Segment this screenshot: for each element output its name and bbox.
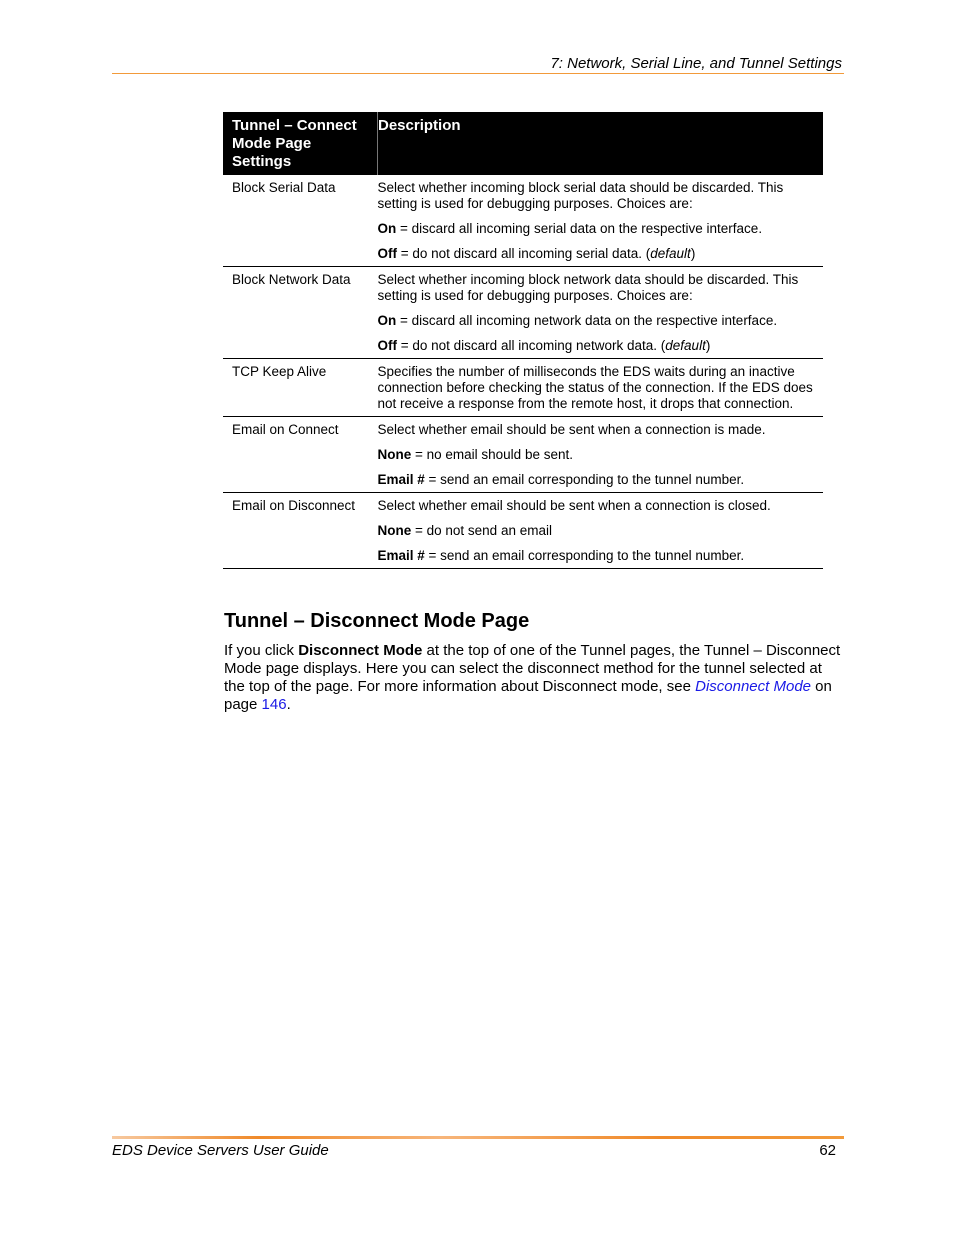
description-intro: Select whether incoming block serial data should be discarded. This setting is used for debugging purposes. Choices are: xyxy=(377,180,784,211)
table-row xyxy=(223,359,823,417)
option-term: Email # xyxy=(377,548,425,563)
setting-description xyxy=(378,417,824,493)
setting-name: TCP Keep Alive xyxy=(223,359,378,417)
paragraph-text: at the top of one of the Tunnel pages, the Tunnel – Disconnect Mode page displays. Here you can select the disconnect method for the tunnel selected at the top of the page. For more information about Disconnect mode, see xyxy=(224,642,841,695)
table-row xyxy=(223,175,823,267)
description-intro: Select whether email should be sent when a connection is closed. xyxy=(377,498,771,513)
default-label: default xyxy=(650,246,691,261)
option-text: = send an email corresponding to the tunnel number. xyxy=(424,548,745,563)
option-line xyxy=(378,548,818,564)
option-text: = do not send an email xyxy=(411,523,552,538)
description-intro: Specifies the number of milliseconds the EDS waits during an inactive connection before checking the status of the connection. If the EDS does not receive a response from the remote host, it drops that connection. xyxy=(377,364,813,411)
table-row xyxy=(223,417,823,493)
footer-rule xyxy=(112,1136,844,1139)
option-line xyxy=(378,472,818,488)
setting-name: Email on Connect xyxy=(223,417,378,493)
footer-doc-title: EDS Device Servers User Guide xyxy=(112,1142,329,1159)
option-line xyxy=(378,447,818,463)
option-line xyxy=(378,313,818,329)
option-line xyxy=(378,523,818,539)
settings-table xyxy=(223,112,823,569)
option-line xyxy=(378,246,818,262)
section-heading: Tunnel – Disconnect Mode Page xyxy=(224,610,530,632)
table-row xyxy=(223,493,823,569)
setting-description xyxy=(378,175,824,267)
option-term: Off xyxy=(377,338,397,353)
page-ref-link[interactable]: 146 xyxy=(261,696,287,713)
option-term: None xyxy=(377,447,412,462)
table-header-description: Description xyxy=(378,112,824,175)
option-line xyxy=(378,221,818,237)
paragraph-text: If you click xyxy=(224,642,299,659)
setting-description xyxy=(378,359,824,417)
option-text: = do not discard all incoming serial data. ( xyxy=(397,246,651,261)
description-intro: Select whether email should be sent when a connection is made. xyxy=(377,422,766,437)
option-text: = send an email corresponding to the tunnel number. xyxy=(424,472,745,487)
option-close: ) xyxy=(705,338,711,353)
option-term: On xyxy=(377,221,397,236)
option-text: = discard all incoming network data on the respective interface. xyxy=(396,313,778,328)
default-label: default xyxy=(665,338,706,353)
table-row xyxy=(223,267,823,359)
setting-description xyxy=(378,267,824,359)
option-term: None xyxy=(377,523,412,538)
option-text: = do not discard all incoming network data. ( xyxy=(397,338,666,353)
table-header-row xyxy=(223,112,823,175)
description-intro: Select whether incoming block network data should be discarded. This setting is used for debugging purposes. Choices are: xyxy=(377,272,799,303)
option-text: = discard all incoming serial data on the respective interface. xyxy=(396,221,763,236)
option-term: Email # xyxy=(377,472,425,487)
section-paragraph xyxy=(224,642,844,714)
setting-name: Block Network Data xyxy=(223,267,378,359)
disconnect-mode-link[interactable]: Disconnect Mode xyxy=(695,678,812,695)
option-term: Off xyxy=(377,246,397,261)
paragraph-text: on page xyxy=(224,678,832,713)
option-text: = no email should be sent. xyxy=(411,447,573,462)
setting-name: Email on Disconnect xyxy=(223,493,378,569)
option-line xyxy=(378,338,818,354)
setting-description xyxy=(378,493,824,569)
option-term: On xyxy=(377,313,397,328)
chapter-header: 7: Network, Serial Line, and Tunnel Settings xyxy=(550,55,842,72)
paragraph-bold: Disconnect Mode xyxy=(298,642,423,659)
setting-name: Block Serial Data xyxy=(223,175,378,267)
paragraph-text: . xyxy=(286,696,291,713)
footer-page-number: 62 xyxy=(819,1142,836,1159)
header-rule xyxy=(112,73,844,74)
table-header-setting: Tunnel – Connect Mode Page Settings xyxy=(223,112,378,175)
option-close: ) xyxy=(690,246,696,261)
